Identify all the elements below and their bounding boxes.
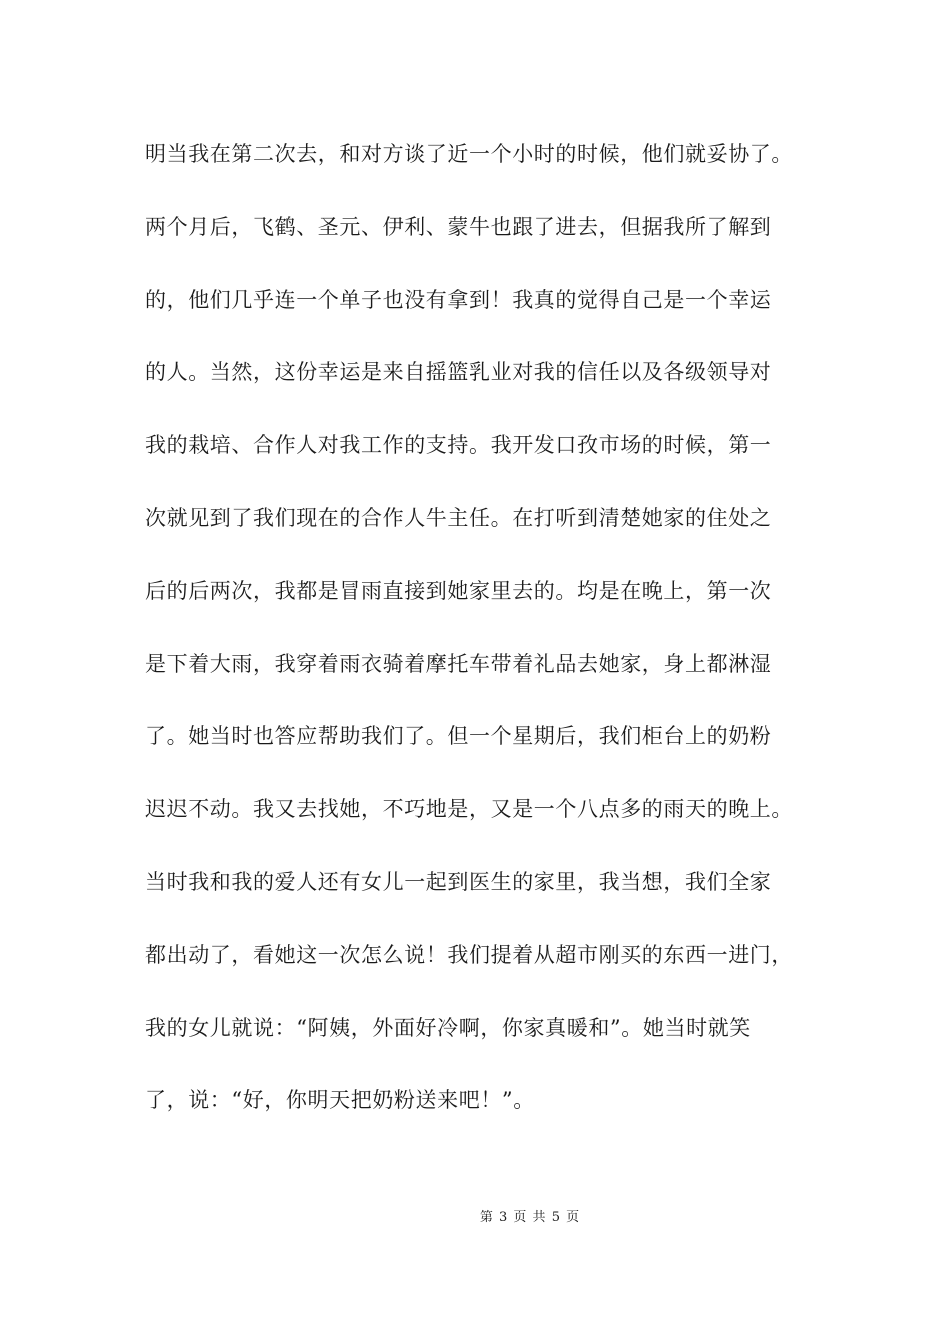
text-line: 了，说：“好，你明天把奶粉送来吧！”。 bbox=[145, 1088, 535, 1113]
text-line: 都出动了，看她这一次怎么说！我们提着从超市刚买的东西一进门， bbox=[145, 942, 793, 967]
text-line: 是下着大雨，我穿着雨衣骑着摩托车带着礼品去她家，身上都淋湿 bbox=[145, 651, 772, 676]
text-line: 明当我在第二次去，和对方谈了近一个小时的时候，他们就妥协了。 bbox=[145, 142, 793, 166]
body-text bbox=[145, 130, 835, 1149]
text-line: 的人。当然，这份幸运是来自摇篮乳业对我的信任以及各级领导对 bbox=[145, 360, 772, 385]
text-line: 两个月后，飞鹤、圣元、伊利、蒙牛也跟了进去，但据我所了解到 bbox=[145, 214, 772, 239]
text-line: 我的女儿就说：“阿姨，外面好冷啊，你家真暖和”。她当时就笑 bbox=[145, 1015, 751, 1040]
text-line: 的，他们几乎连一个单子也没有拿到！我真的觉得自己是一个幸运 bbox=[145, 287, 772, 312]
page-footer: 第 3 页 共 5 页 bbox=[479, 1210, 581, 1225]
text-line: 当时我和我的爱人还有女儿一起到医生的家里，我当想，我们全家 bbox=[145, 869, 772, 894]
text-line: 我的栽培、合作人对我工作的支持。我开发口孜市场的时候，第一 bbox=[145, 433, 772, 458]
text-line: 了。她当时也答应帮助我们了。但一个星期后，我们柜台上的奶粉 bbox=[145, 724, 772, 749]
text-line: 次就见到了我们现在的合作人牛主任。在打听到清楚她家的住处之 bbox=[145, 505, 772, 530]
text-line: 后的后两次，我都是冒雨直接到她家里去的。均是在晚上，第一次 bbox=[145, 578, 772, 603]
text-line: 迟迟不动。我又去找她，不巧地是，又是一个八点多的雨天的晚上。 bbox=[145, 797, 793, 822]
